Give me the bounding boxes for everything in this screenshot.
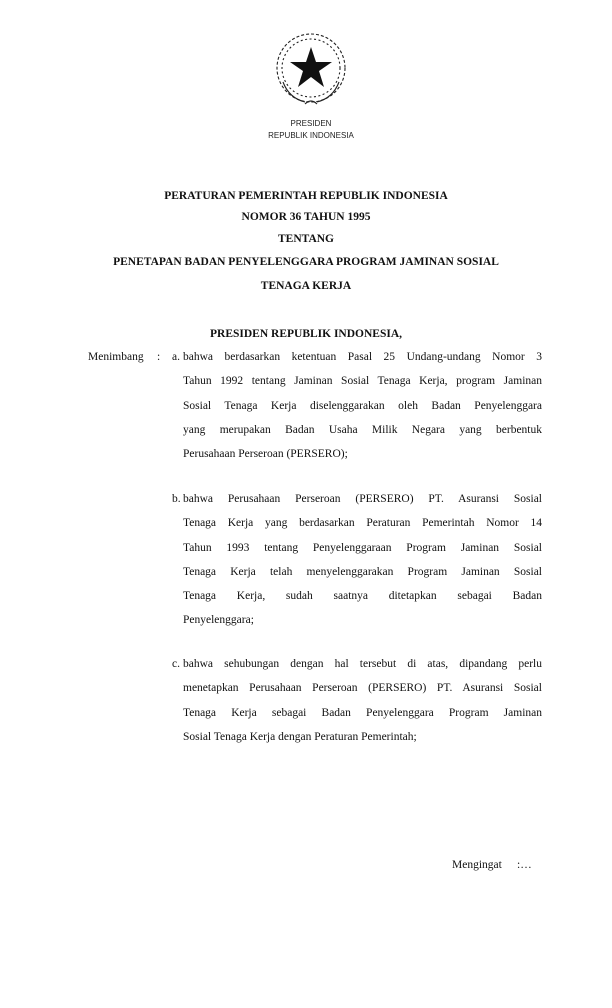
text-line: Sosial Tenaga Kerja diselenggarakan oleh Badan Penyelenggara (183, 399, 542, 412)
text-line: yang merupakan Badan Usaha Milik Negara yang berbentuk (183, 423, 542, 436)
text-line: Perusahaan Perseroan (PERSERO); (183, 448, 348, 461)
regulation-subject-cont: TENAGA KERJA (260, 280, 352, 292)
continuation-mark: :… (517, 859, 532, 871)
item-marker: a. (172, 351, 180, 363)
continuation-mengingat: Mengingat (452, 859, 502, 871)
menimbang-colon: : (157, 351, 161, 363)
consideration-item (183, 345, 542, 466)
text-line: bahwa Perusahaan Perseroan (PERSERO) PT. Asuransi Sosial (183, 493, 542, 505)
text-line: Penyelenggara; (183, 614, 254, 627)
consideration-item (183, 487, 542, 633)
consideration-item (183, 652, 542, 749)
text-line: bahwa berdasarkan ketentuan Pasal 25 Undang-undang Nomor 3 (183, 351, 542, 363)
text-line: Tahun 1992 tentang Jaminan Sosial Tenaga Kerja, program Jaminan (183, 375, 542, 388)
text-line: bahwa sehubungan dengan hal tersebut di atas, dipandang perlu (183, 658, 542, 670)
text-line: Tenaga Kerja telah menyelenggarakan Program Jaminan Sosial (183, 565, 542, 578)
text-line: Sosial Tenaga Kerja dengan Peraturan Pemerintah; (183, 730, 417, 743)
regulation-tentang: TENTANG (277, 233, 335, 245)
item-marker: c. (172, 658, 180, 670)
text-line: Tenaga Kerja sebagai Badan Penyelenggara Program Jaminan (183, 706, 542, 719)
text-line: Tahun 1993 tentang Penyelenggaraan Program Jaminan Sosial (183, 541, 542, 554)
emblem-caption-republik: REPUBLIK INDONESIA (268, 131, 354, 140)
regulation-title-line: PERATURAN PEMERINTAH REPUBLIK INDONESIA (164, 190, 448, 202)
presidential-emblem-icon (271, 30, 351, 110)
regulation-subject: PENETAPAN BADAN PENYELENGGARA PROGRAM JAMINAN SOSIAL (113, 256, 499, 268)
regulation-number: NOMOR 36 TAHUN 1995 (241, 211, 371, 223)
item-marker: b. (172, 493, 181, 505)
text-line: Tenaga Kerja, sudah saatnya ditetapkan sebagai Badan (183, 590, 542, 603)
issuer-heading: PRESIDEN REPUBLIK INDONESIA, (209, 328, 403, 340)
text-line: Tenaga Kerja yang berdasarkan Peraturan Pemerintah Nomor 14 (183, 517, 542, 530)
menimbang-label: Menimbang (88, 351, 144, 363)
emblem-caption-presiden: PRESIDEN (290, 119, 332, 128)
text-line: menetapkan Perusahaan Perseroan (PERSERO) PT. Asuransi Sosial (183, 682, 542, 695)
